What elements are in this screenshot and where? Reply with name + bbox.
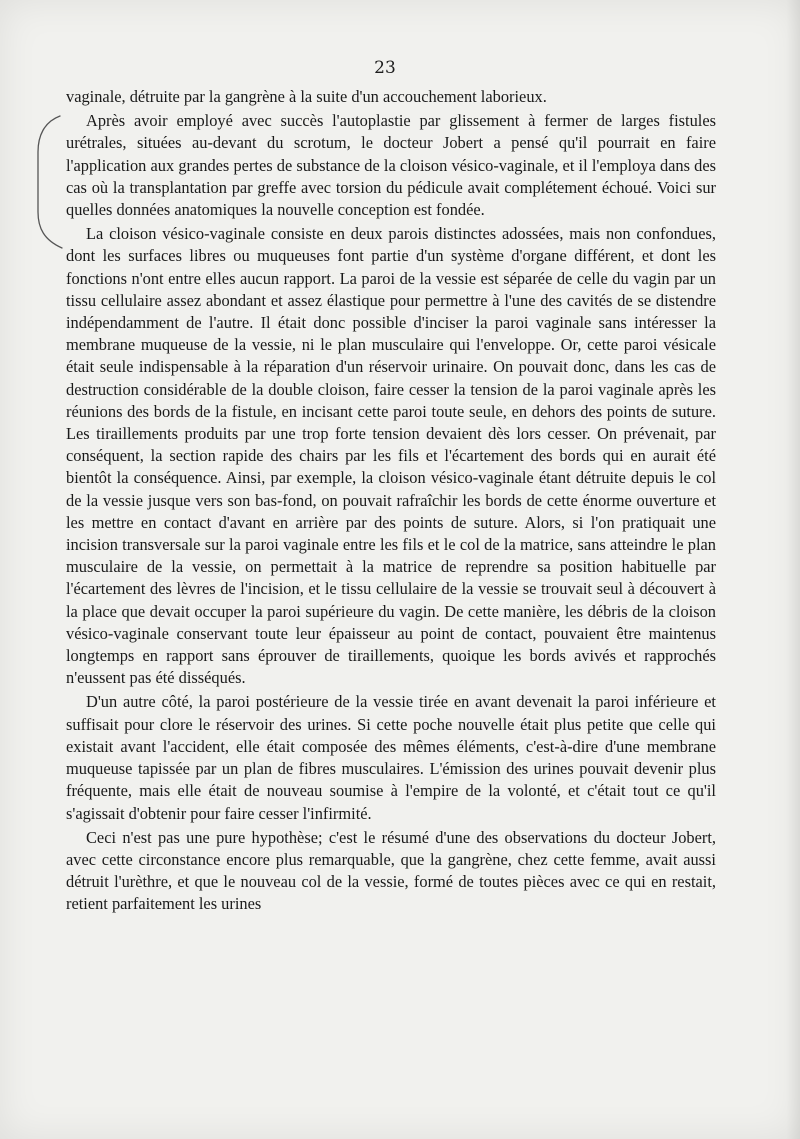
- paragraph-1: vaginale, détruite par la gangrène à la suite d'un accouchement laborieux.: [66, 87, 547, 106]
- paragraph-3: La cloison vésico-vaginale consiste en deux parois distinctes adossées, mais non confondues, dont les surfaces libres ou muqueuses font partie d'un système d'organe différent, et dont les fonctions n'ont entre elles aucun rapport. La paroi de la vessie est séparée de celle du vagin par un tissu cellulaire assez abondant et assez élastique pour permettre à l'une des cavités de se distendre indépendamment de l'autre. Il était donc possible d'inciser la paroi vaginale sans intéresser la membrane muqueuse de la vessie, ni le plan musculaire qui l'enveloppe. Or, cette paroi vésicale était seule indispensable à la réparation d'un réservoir urinaire. On pouvait donc, dans les cas de destruction considérable de la double cloison, faire cesser la tension de la paroi vaginale après les réunions des bords de la fistule, en incisant cette paroi toute seule, en dehors des points de suture. Les tiraillements produits par une trop forte tension devaient dès lors cesser. On prévenait, par conséquent, la section rapide des chairs par les fils et l'écartement des bords qui en aurait été bientôt la conséquence. Ainsi, par exemple, la cloison vésico-vaginale étant détruite depuis le col de la vessie jusque vers son bas-fond, on pouvait rafraîchir les bords de cette énorme ouverture et les mettre en contact d'avant en arrière par des points de suture. Alors, si l'on pratiquait une incision transversale sur la paroi vaginale entre les fils et le col de la matrice, sans atteindre le plan musculaire de la vessie, on permettait à la matrice de reprendre sa position habituelle par l'écartement des lèvres de l'incision, et le tissu cellulaire de la vessie se trouvait seul à découvert à la place que devait occuper la paroi supérieure du vagin. De cette manière, les débris de la cloison vésico-vaginale conservant toute leur épaisseur au point de contact, pouvaient être maintenus longtemps en rapport sans éprouver de tiraillements, quoique les bords avivés et rapprochés n'eussent pas été disséqués.: [66, 224, 716, 688]
- body-text: [66, 86, 716, 916]
- paragraph-4: D'un autre côté, la paroi postérieure de la vessie tirée en avant devenait la paroi inférieure et suffisait pour clore le réservoir des urines. Si cette poche nouvelle était plus petite que celle qui existait avant l'accident, elle était composée des mêmes éléments, c'est-à-dire d'une membrane muqueuse tapissée par un plan de fibres musculaires. L'émission des urines pouvait devenir plus fréquente, mais elle était de nouveau soumise à l'empire de la volonté, et c'était tout ce qu'il s'agissait d'obtenir pour faire cesser l'infirmité.: [66, 692, 716, 823]
- page-number: 23: [374, 58, 396, 78]
- paper-edge-shadow: [786, 0, 800, 1139]
- paragraph-2: Après avoir employé avec succès l'autoplastie par glissement à fermer de larges fistules urétrales, situées au-devant du scrotum, le docteur Jobert a pensé qu'il pourrait en faire l'application aux grandes pertes de substance de la cloison vésico-vaginale, et il l'employa dans des cas où la transplantation par greffe avec torsion du pédicule avait complétement échoué. Voici sur quelles données anatomiques la nouvelle conception est fondée.: [66, 111, 716, 220]
- pencil-bracket-mark: [26, 112, 66, 252]
- paragraph-5: Ceci n'est pas une pure hypothèse; c'est le résumé d'une des observations du docteur Jobert, avec cette circonstance encore plus remarquable, que la gangrène, chez cette femme, avait aussi détruit l'urèthre, et que le nouveau col de la vessie, formé de toutes pièces avec ce qui en restait, retient parfaitement les urines: [66, 827, 716, 914]
